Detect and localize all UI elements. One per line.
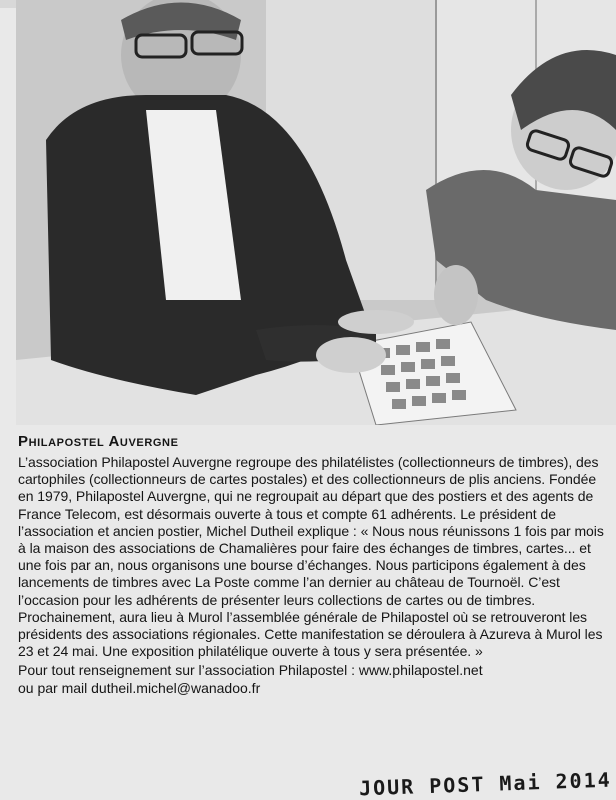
contact-info xyxy=(18,662,616,696)
contact-line-email: ou par mail dutheil.michel@wanadoo.fr xyxy=(18,679,261,696)
contact-line-website: Pour tout renseignement sur l’association Philapostel : www.philapostel.net xyxy=(18,662,483,679)
article-photo xyxy=(16,0,616,425)
handwritten-source-note: JOUR POST Mai 2014 xyxy=(358,767,613,800)
photo-icon xyxy=(16,0,616,425)
article-heading: Philapostel Auvergne xyxy=(18,433,179,450)
article-paragraph: L’association Philapostel Auvergne regroupe des philatélistes (collectionneurs de timbres), des cartophiles (collectionneurs de cartes postales) et des collectionneurs de plis anciens. Fondée en 1979, Philapostel Auvergne, qui ne regroupait au départ que des postiers et des agents de France Telecom, est désormais ouverte à tous et compte 61 adhérents. Le président de l’association et ancien postier, Michel Dutheil explique : « Nous nous réunissons 1 fois par mois à la maison des associations de Chamalières pour faire des échanges de timbres, cartes... et une fois par an, nous organisons une bourse d’échanges. Nous participons également à des lancements de timbres avec La Poste comme l’an dernier au château de Tournoël. C’est l’occasion pour les adhérents de présenter leurs collections de cartes ou de timbres. Prochainement, aura lieu à Murol l’assemblée générale de Philapostel où se retrouveront les présidents des associations régionales. Cette manifestation se déroulera à Azureva à Murol les 23 et 24 mai. Une exposition philatélique ouverte à tous y sera présentée. » xyxy=(18,454,604,660)
article-body xyxy=(18,432,612,697)
